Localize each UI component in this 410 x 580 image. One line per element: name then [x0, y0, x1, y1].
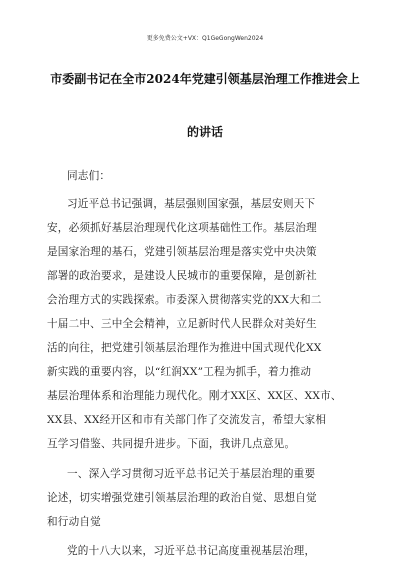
body-line: 活的向往，把党建引领基层治理作为推进中国式现代化XX	[47, 342, 322, 354]
body-line: 论述，切实增强党建引领基层治理的政治自觉、思想自觉	[47, 492, 317, 504]
body-line: 会治理方式的实践探索。市委深入贯彻落实党的XX大和二	[47, 294, 322, 306]
body-line: 一、深入学习贯彻习近平总书记关于基层治理的重要	[67, 468, 316, 480]
body-line: XX县、XX经开区和市有关部门作了交流发言，希望大家相	[47, 414, 327, 426]
body-line: 是国家治理的基石，党建引领基层治理是落实党中央决策	[47, 246, 317, 258]
document-title-line-1: 市委副书记在全市2024年党建引领基层治理工作推进会上	[50, 72, 360, 86]
body-line: 党的十八大以来，习近平总书记高度重视基层治理，	[67, 545, 316, 557]
body-line: 十届二中、三中全会精神，立足新时代人民群众对美好生	[47, 318, 317, 330]
body-line: 部署的政治要求，是建设人民城市的重要保障，是创新社	[47, 270, 317, 282]
body-line: 互学习借鉴、共同提升进步。下面，我讲几点意见。	[47, 438, 296, 450]
document-title-line-2: 的讲话	[186, 125, 223, 139]
header-note: 更多免费公文+VX：Q1GeGongWen2024	[146, 35, 264, 42]
body-line: 安，必须抓好基层治理现代化这项基础性工作。基层治理	[47, 222, 317, 234]
body-line: 基层治理体系和治理能力现代化。刚才XX区、XX区、XX市、	[47, 390, 342, 402]
body-line: 和行动自觉	[47, 516, 101, 528]
body-line: 习近平总书记强调，基层强则国家强，基层安则天下	[67, 198, 316, 210]
body-line: 新实践的重要内容，以“红润XX”工程为抓手，着力推动	[47, 366, 312, 378]
body-line: 同志们：	[67, 170, 111, 182]
